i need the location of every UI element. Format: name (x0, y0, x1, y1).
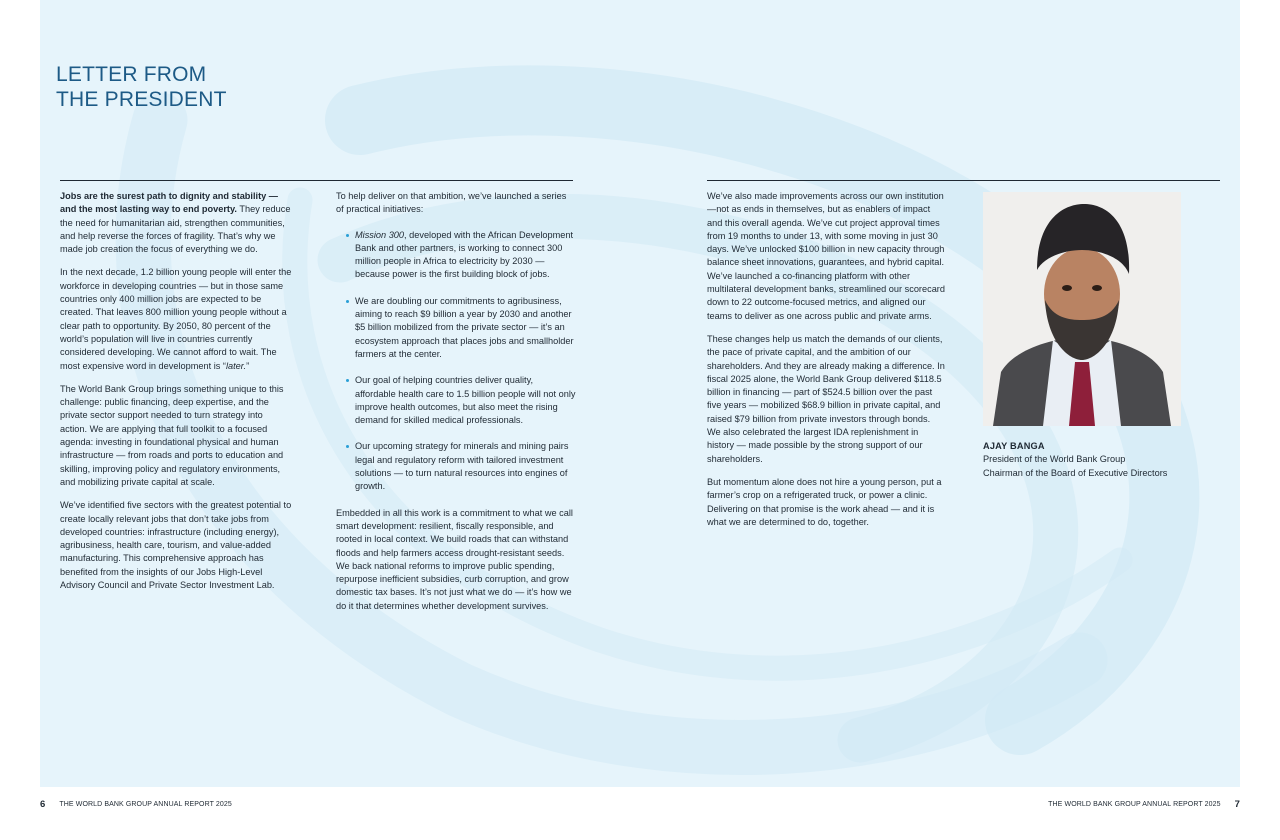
italic-text: Mission 300 (355, 229, 405, 240)
running-footer-text: THE WORLD BANK GROUP ANNUAL REPORT 2025 (59, 801, 232, 808)
title-line-1: LETTER FROM (56, 63, 207, 86)
paragraph: These changes help us match the demands of our clients, the pace of private capital, and the ambition of our shareholders. And they are already making a difference. In fiscal 2025 alone, the World Bank Group delivered $118.5 billion in financing — part of $524.5 billion over the past five years — mobilized $68.9 billion in private capital, and raised $79 billion from private investors through bonds. We also celebrated the largest IDA replenishment in history — made possible by the strong support of our shareholders. (707, 333, 945, 464)
list-item: We are doubling our commitments to agribusiness, aiming to reach $9 billion a year by 2030 and another $5 billion mobilized from the private sector — it’s an ecosystem approach that places jobs and smallholder farmers at the center. (336, 295, 576, 361)
paragraph: But momentum alone does not hire a young person, put a farmer’s crop on a refrigerated truck, or power a clinic. Delivering on that promise is the work ahead — and it is what we are determined to do, together. (707, 476, 942, 527)
paragraph (60, 266, 292, 372)
president-portrait-photo (983, 192, 1181, 426)
page-number: 7 (1234, 799, 1240, 810)
initiatives-list (336, 229, 576, 494)
right-rule (707, 180, 1220, 181)
paragraph (60, 190, 292, 256)
paragraph: The World Bank Group brings something unique to this challenge: public financing, deep expertise, and the private sector support needed to turn strategy into action. We are applying that full toolkit to a focused agenda: investing in foundational physical and human infrastructure — from roads and ports to education and skilling, improving policy and regulatory environments, and mobilizing private capital at scale. (60, 383, 284, 487)
signatory-role: President of the World Bank Group (983, 454, 1126, 465)
signatory-name: AJAY BANGA (983, 441, 1045, 451)
page-title (56, 62, 227, 112)
column-1 (60, 190, 292, 602)
footer-left (40, 799, 232, 810)
text: In the next decade, 1.2 billion young people will enter the workforce in developing countries — but in those same countries only 400 million jobs are expected to be created. That leaves 800 million young people without a clear path to opportunity. By 2050, 80 percent of the world’s population will live in countries currently considered developing. We cannot afford to wait. The most expensive word in development is “ (60, 267, 292, 371)
page-number: 6 (40, 799, 46, 810)
list-item: Our goal of helping countries deliver quality, affordable health care to 1.5 billion people will not only improve health outcomes, but also meet the rising demand for skilled medical professionals. (336, 374, 576, 427)
signatory-role: Chairman of the Board of Executive Directors (983, 467, 1168, 478)
footer-right (1048, 799, 1240, 810)
left-rule (60, 180, 573, 181)
running-footer-text: THE WORLD BANK GROUP ANNUAL REPORT 2025 (1048, 801, 1221, 808)
italic-text: later. (225, 360, 247, 371)
text: , developed with the African Development Bank and other partners, is working to connect 300 million people in Africa to electricity by 2030 — because power is the first building block of jobs. (355, 229, 574, 280)
lead-bold-text: Jobs are the surest path to dignity and stability — and the most lasting way to end poverty. (60, 191, 278, 215)
title-line-2: THE PRESIDENT (56, 88, 227, 111)
paragraph: We’ve identified five sectors with the greatest potential to create locally relevant jobs that don’t take jobs from developed countries: infrastructure (including energy), agribusiness, health care, tourism, and value-added manufacturing. This comprehensive approach has benefited from the insights of our Jobs High-Level Advisory Council and Private Sector Investment Lab. (60, 500, 292, 591)
text: ” (246, 360, 250, 371)
paragraph: We’ve also made improvements across our own institution—not as ends in themselves, but as enablers of impact and this overall agenda. We’ve cut project approval times from 19 months to under 13, with some moving in just 30 days. We’ve unlocked $100 billion in new capacity through balance sheet innovations, guarantees, and hybrid capital. We’ve launched a co-financing platform with other multilateral development banks, streamlined our scorecard down to 22 outcome-focused metrics, and aligned our teams to deliver as one across public and private arms. (707, 191, 945, 321)
list-item (336, 229, 576, 282)
paragraph: Embedded in all this work is a commitment to what we call smart development: resilient, fiscally responsible, and rooted in local context. We build roads that can withstand floods and help farmers access drought-resistant seeds. We back national reforms to improve public spending, repurpose inefficient subsidies, curb corruption, and grow domestic tax bases. It’s not just what we do — it’s how we do it that determines whether development survives. (336, 507, 573, 611)
lead-text: They reduce the need for humanitarian aid, strengthen communities, and help reverse the forces of fragility. That’s why we made job creation the focus of everything we do. (60, 204, 291, 255)
portrait-illustration (983, 192, 1181, 426)
paragraph: To help deliver on that ambition, we’ve launched a series of practical initiatives: (336, 191, 567, 215)
page-spread (40, 0, 1240, 787)
column-2 (336, 190, 576, 623)
list-item: Our upcoming strategy for minerals and mining pairs legal and regulatory reform with tailored investment solutions — to turn natural resources into engines of growth. (336, 440, 576, 493)
column-3 (707, 190, 945, 539)
portrait-caption (983, 440, 1167, 480)
